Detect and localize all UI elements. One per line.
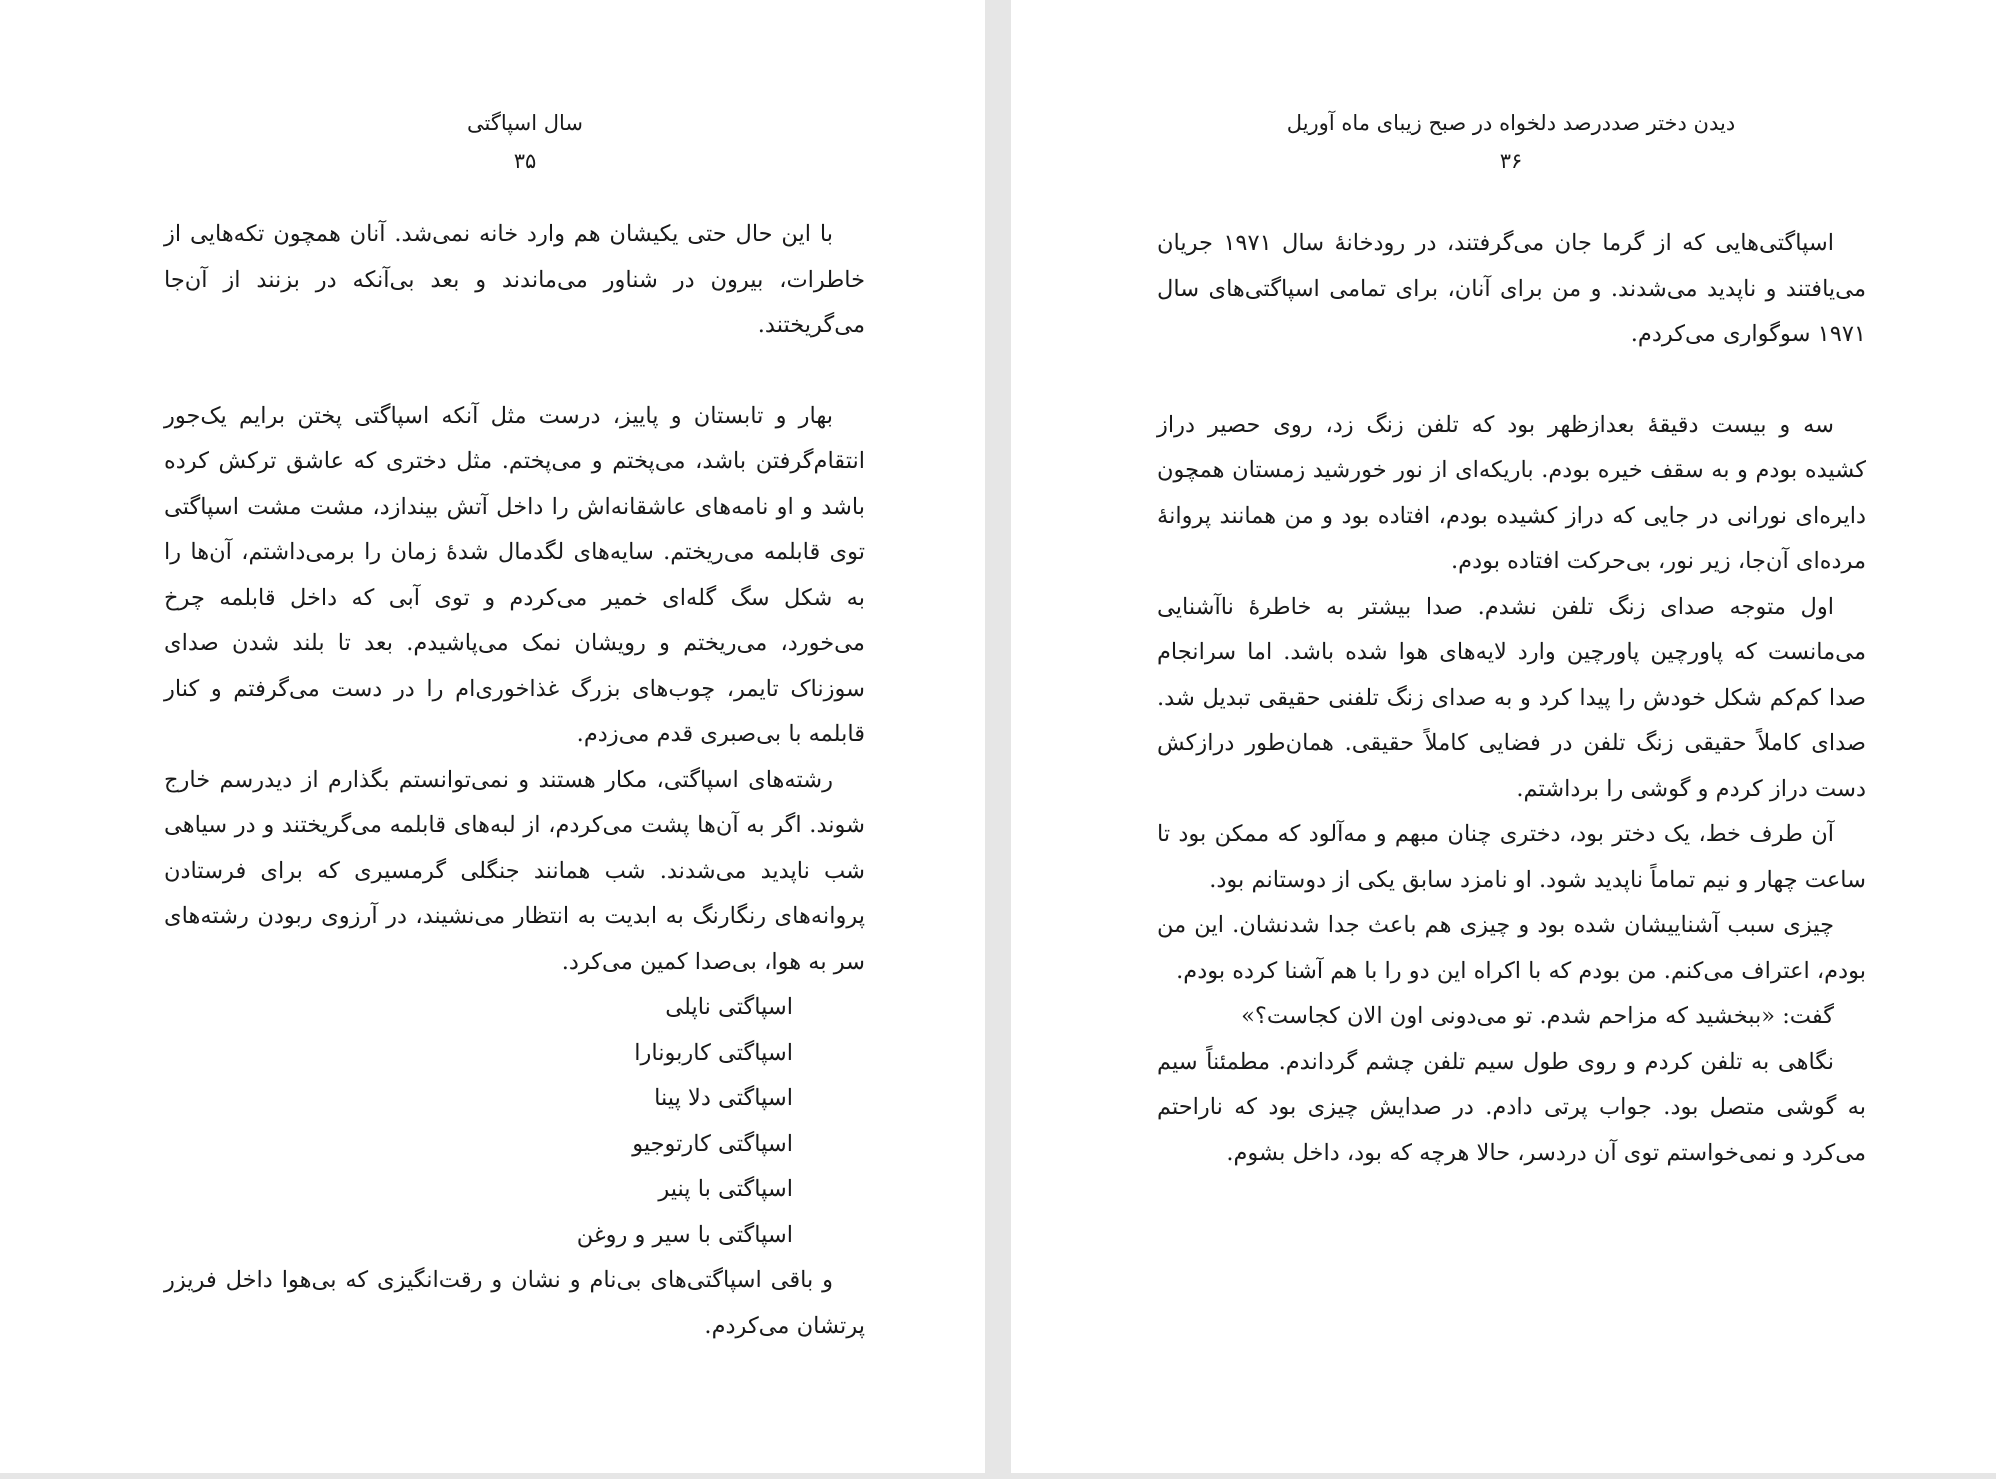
left-paragraph-3: رشته‌های اسپاگتی، مکار هستند و نمی‌توانستم بگذارم از دیدرسم خارج شوند. اگر به آن‌ها پشت می‌کردم، از لبه‌های قابلمه می‌گریختند و در سیاهی شب ناپدید می‌شدند. شب همانند جنگلی گرمسیری که برای فرستادن پروانه‌های رنگارنگ به ابدیت به انتظار می‌نشیند، در آرزوی ربودن رشته‌های سر به هوا، بی‌صدا کمین می‌کرد. [164,766,865,975]
list-item: اسپاگتی کاربونارا [634,1039,793,1066]
left-paragraph-1: با این حال حتی یکیشان هم وارد خانه نمی‌شد. آنان همچون تکه‌هایی از خاطرات، بیرون در شناور می‌ماندند و بعد بی‌آنکه در بزنند از آن‌جا می‌گریختند. [164,221,865,338]
right-paragraph-2: سه و بیست دقیقهٔ بعدازظهر بود که تلفن زنگ زد، روی حصیر دراز کشیده بودم و به سقف خیره بودم. باریکه‌ای از نور خورشید زمستان همچون دایره‌ای نورانی در جایی که دراز کشیده بودم، افتاده بود و من همانند پروانهٔ مرده‌ای آن‌جا، زیر نور، بی‌حرکت افتاده بودم. [1157,411,1866,574]
left-running-head: سال اسپاگتی [467,111,583,135]
list-item: اسپاگتی ناپلی [665,994,793,1020]
right-paragraph-5: چیزی سبب آشناییشان شده بود و چیزی هم باعث جدا شدنشان. این من بودم، اعتراف می‌کنم. من بودم که با اکراه این دو را با هم آشنا کرده بودم. [1157,912,1866,984]
left-closing-paragraph: و باقی اسپاگتی‌های بی‌نام و نشان و رقت‌انگیزی که بی‌هوا داخل فریزر پرتشان می‌کردم. [164,1267,865,1339]
list-item: اسپاگتی با سیر و روغن [576,1221,793,1248]
right-running-head: دیدن دختر صددرصد دلخواه در صبح زیبای ماه آوریل [1286,111,1736,135]
left-body-text [164,212,865,1349]
list-item: اسپاگتی کارتوجیو [632,1130,793,1157]
left-page-number: ۳۵ [513,149,537,173]
right-paragraph-1: اسپاگتی‌هایی که از گرما جان می‌گرفتند، در رودخانهٔ سال ۱۹۷۱ جریان می‌یافتند و ناپدید می‌شدند. و من برای آنان، برای تمامی اسپاگتی‌های سال ۱۹۷۱ سوگواری می‌کردم. [1157,230,1866,347]
right-body-text [1157,221,1866,1176]
right-paragraph-6: گفت: «ببخشید که مزاحم شدم. تو می‌دونی اون الان کجاست؟» [1241,1003,1834,1029]
left-page [0,0,985,1473]
spaghetti-list [164,985,865,1258]
right-paragraph-4: آن طرف خط، یک دختر بود، دختری چنان مبهم و مه‌آلود که ممکن بود تا ساعت چهار و نیم تماماً ناپدید شود. او نامزد سابق یکی از دوستانم بود. [1157,821,1866,893]
right-paragraph-7: نگاهی به تلفن کردم و روی طول سیم تلفن چشم گرداندم. مطمئناً سیم به گوشی متصل بود. جواب پرتی دادم. در صدایش چیزی بود که ناراحتم می‌کرد و نمی‌خواستم توی آن دردسر، حالا هرچه که بود، داخل بشوم. [1157,1048,1866,1166]
right-page-number: ۳۶ [1499,149,1523,173]
right-paragraph-3: اول متوجه صدای زنگ تلفن نشدم. صدا بیشتر به خاطرهٔ ناآشنایی می‌مانست که پاورچین پاورچین وارد لایه‌های هوا شده باشد. اما سرانجام صدا کم‌کم شکل خودش را پیدا کرد و به صدای زنگ تلفنی حقیقی تبدیل شد. صدای کاملاً حقیقی زنگ تلفن در فضایی کاملاً حقیقی. همان‌طور درازکش دست دراز کردم و گوشی را برداشتم. [1157,593,1866,802]
list-item: اسپاگتی با پنیر [658,1176,793,1202]
left-paragraph-2: بهار و تابستان و پاییز، درست مثل آنکه اسپاگتی پختن برایم یک‌جور انتقام‌گرفتن باشد، می‌پختم و می‌پختم. مثل دختری که عاشق ترکش کرده باشد و او نامه‌های عاشقانه‌اش را داخل آتش بیندازد، مشت مشت اسپاگتی توی قابلمه می‌ریختم. سایه‌های لگدمال شدهٔ زمان را برمی‌داشتم، آن‌ها را به شکل سگ گله‌ای خمیر می‌کردم و توی آبی که داخل قابلمه چرخ می‌خورد، می‌ریختم و رویشان نمک می‌پاشیدم. بعد تا بلند شدن صدای سوزناک تایمر، چوب‌های بزرگ غذاخوری‌ام را در دست می‌گرفتم و کنار قابلمه با بی‌صبری قدم می‌زدم. [164,402,865,747]
right-page [1011,0,1996,1473]
list-item: اسپاگتی دلا پینا [654,1085,793,1111]
